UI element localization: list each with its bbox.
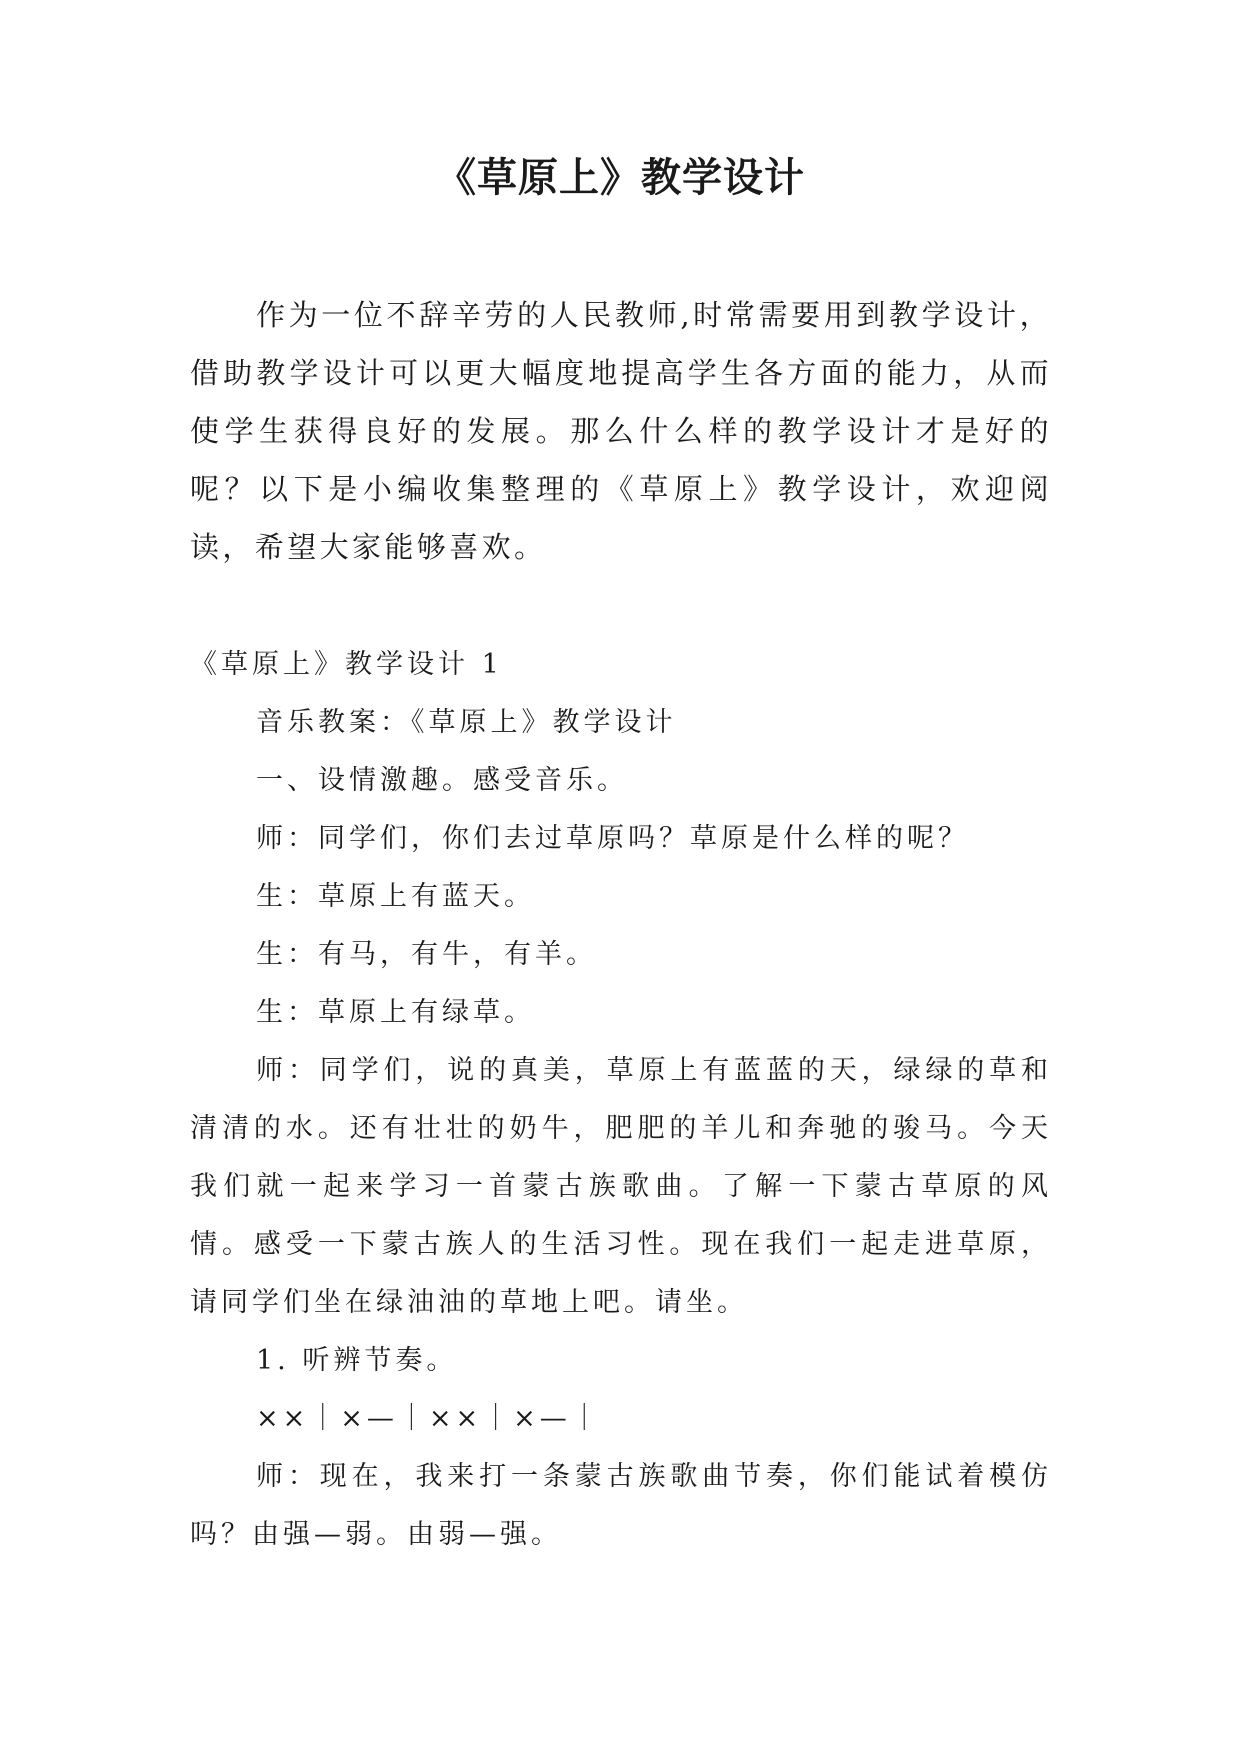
section-heading: 《草原上》教学设计 1 xyxy=(190,649,503,680)
paragraph-teacher-rhythm: 师：现在，我来打一条蒙古族歌曲节奏，你们能试着模仿吗？由强—弱。由弱—强。 xyxy=(190,1461,1052,1550)
paragraph-teacher-question: 师：同学们，你们去过草原吗？草原是什么样的呢？ xyxy=(256,823,969,854)
paragraph-step-one: 一、设情激趣。感受音乐。 xyxy=(256,765,628,796)
paragraph-student-answer-1: 生：草原上有蓝天。 xyxy=(256,881,535,912)
paragraph-lesson-plan-title: 音乐教案：《草原上》教学设计 xyxy=(256,707,677,738)
paragraph-rhythm-notation: ××｜×—｜××｜×—｜ xyxy=(256,1403,602,1434)
intro-paragraph: 作为一位不辞辛劳的人民教师,时常需要用到教学设计，借助教学设计可以更大幅度地提高学生各方面的能力，从而使学生获得良好的发展。那么什么样的教学设计才是好的呢？以下是小编收集整理的《草原上》教学设计，欢迎阅读，希望大家能够喜欢。 xyxy=(190,298,1052,564)
paragraph-student-answer-3: 生：草原上有绿草。 xyxy=(256,997,535,1028)
document-title: 《草原上》教学设计 xyxy=(436,154,805,201)
paragraph-rhythm-heading: 1. 听辨节奏。 xyxy=(256,1345,458,1376)
paragraph-teacher-description: 师：同学们，说的真美，草原上有蓝蓝的天，绿绿的草和清清的水。还有壮壮的奶牛，肥肥的羊儿和奔驰的骏马。今天我们就一起来学习一首蒙古族歌曲。了解一下蒙古草原的风情。感受一下蒙古族人的生活习性。现在我们一起走进草原，请同学们坐在绿油油的草地上吧。请坐。 xyxy=(190,1055,1052,1318)
document-body xyxy=(190,636,1052,1564)
paragraph-student-answer-2: 生：有马，有牛，有羊。 xyxy=(256,939,597,970)
